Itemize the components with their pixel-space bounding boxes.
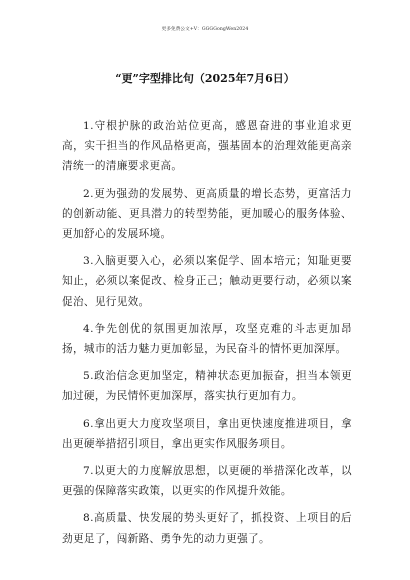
paragraph-5: 5.政治信念更加坚定，精神状态更加振奋，担当本领更加过硬，为民情怀更加深厚，落实执行更加有力。 (62, 370, 352, 403)
paragraph-3: 3.入脑更要入心，必须以案促学、固本培元；知耻更要知止，必须以案促改、检身正己；触动更要行动，必须以案促治、见行见效。 (62, 255, 352, 308)
document-body (62, 116, 352, 556)
paragraph-6: 6.拿出更大力度攻坚项目，拿出更快速度推进项目，拿出更硬举措招引项目，拿出更实作风服务项目。 (62, 417, 352, 450)
paragraph-7: 7.以更大的力度解放思想，以更硬的举措深化改革，以更强的保障落实政策，以更实的作风提升效能。 (62, 465, 352, 498)
header-note: 更多免费公文+V：GGGGongWen2024 (161, 27, 249, 32)
paragraph-4: 4.争先创优的氛围更加浓厚，攻坚克难的斗志更加昂扬，城市的活力魅力更加彰显，为民奋斗的情怀更加深厚。 (62, 322, 352, 356)
paragraph-2: 2.更为强劲的发展势、更高质量的增长态势，更富活力的创新动能、更具潜力的转型势能，更加暖心的服务体验、更加舒心的发展环境。 (62, 187, 352, 241)
paragraph-8: 8.高质量、快发展的势头更好了，抓投资、上项目的后劲更足了，闯新路、勇争先的动力更强了。 (62, 512, 352, 545)
page-title: “更”字型排比句（2025年7月6日） (115, 72, 295, 85)
paragraph-1: 1.守根护脉的政治站位更高，感恩奋进的事业追求更高，实干担当的作风品格更高，强基固本的治理效能更高亲清统一的清廉要求更高。 (62, 120, 352, 173)
